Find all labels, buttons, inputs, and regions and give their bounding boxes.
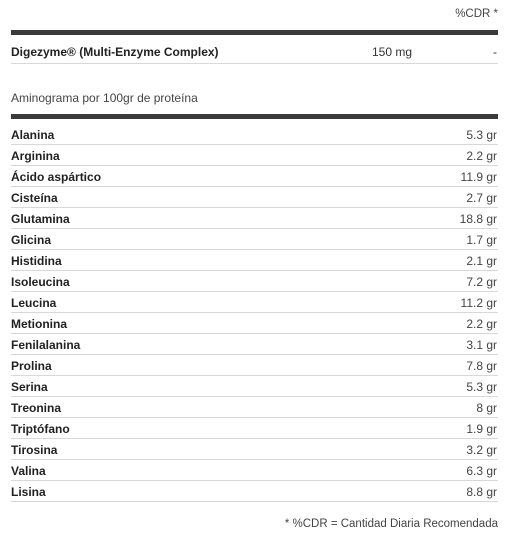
aminogram-list (11, 124, 498, 502)
table-row (11, 145, 498, 166)
amino-acid-value: 18.8 gr (459, 212, 497, 226)
amino-acid-value: 8 gr (476, 401, 497, 415)
amino-acid-name: Prolina (11, 359, 52, 373)
amino-acid-value: 1.9 gr (466, 422, 497, 436)
amino-acid-name: Serina (11, 380, 48, 394)
enzyme-name: Digezyme® (Multi-Enzyme Complex) (11, 45, 219, 59)
amino-acid-value: 11.2 gr (460, 296, 497, 310)
amino-acid-name: Ácido aspártico (11, 170, 102, 184)
amino-acid-name: Valina (11, 464, 46, 478)
amino-acid-value: 6.3 gr (466, 464, 497, 478)
amino-acid-value: 5.3 gr (466, 128, 497, 142)
amino-acid-value: 3.1 gr (466, 338, 497, 352)
amino-acid-value: 2.7 gr (466, 191, 497, 205)
amino-acid-name: Glicina (11, 233, 52, 247)
aminogram-title: Aminograma por 100gr de proteína (11, 91, 198, 105)
table-row (11, 187, 498, 208)
amino-acid-value: 2.2 gr (466, 149, 497, 163)
amino-acid-name: Arginina (11, 149, 60, 163)
amino-acid-value: 8.8 gr (466, 485, 497, 499)
amino-acid-name: Cisteína (11, 191, 58, 205)
enzyme-amount: 150 mg (372, 45, 413, 59)
table-row (11, 397, 498, 418)
amino-acid-name: Metionina (11, 317, 67, 331)
table-row (11, 460, 498, 481)
table-row (11, 376, 498, 397)
table-row (11, 313, 498, 334)
amino-acid-value: 7.2 gr (466, 275, 497, 289)
amino-acid-name: Alanina (11, 128, 55, 142)
divider-bar-top (11, 30, 498, 35)
amino-acid-value: 2.2 gr (466, 317, 497, 331)
table-row (11, 481, 498, 502)
table-row (11, 439, 498, 460)
amino-acid-name: Glutamina (11, 212, 70, 226)
cdr-column-header: %CDR * (455, 8, 498, 20)
amino-acid-name: Triptófano (11, 422, 70, 436)
table-row (11, 355, 498, 376)
table-row (11, 271, 498, 292)
amino-acid-name: Tirosina (11, 443, 58, 457)
amino-acid-name: Histidina (11, 254, 62, 268)
enzyme-cdr: - (493, 45, 497, 59)
footnote: * %CDR = Cantidad Diaria Recomendada (284, 518, 498, 530)
amino-acid-name: Leucina (11, 296, 57, 310)
table-row (11, 124, 498, 145)
table-row (11, 334, 498, 355)
amino-acid-value: 11.9 gr (460, 170, 497, 184)
table-row (11, 292, 498, 313)
amino-acid-name: Lisina (11, 485, 46, 499)
table-row (11, 250, 498, 271)
table-row (11, 418, 498, 439)
table-row (11, 208, 498, 229)
table-row (11, 229, 498, 250)
amino-acid-name: Fenilalanina (11, 338, 81, 352)
amino-acid-value: 1.7 gr (466, 233, 497, 247)
amino-acid-name: Treonina (11, 401, 62, 415)
amino-acid-value: 5.3 gr (466, 380, 497, 394)
table-row (11, 166, 498, 187)
amino-acid-value: 7.8 gr (466, 359, 497, 373)
enzyme-row (11, 40, 498, 64)
amino-acid-value: 2.1 gr (466, 254, 497, 268)
divider-bar-middle (11, 114, 498, 119)
amino-acid-name: Isoleucina (11, 275, 70, 289)
amino-acid-value: 3.2 gr (466, 443, 497, 457)
